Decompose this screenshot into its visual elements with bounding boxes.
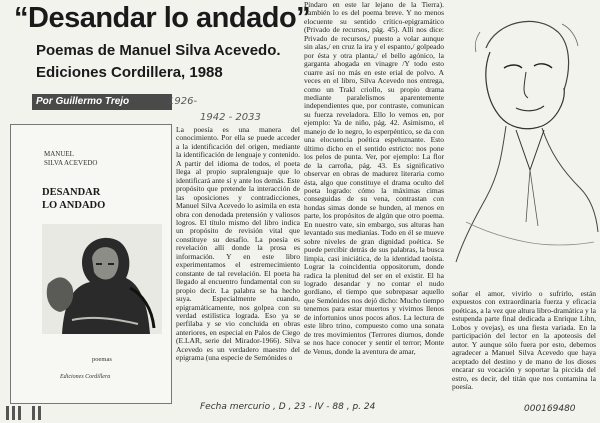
book-cover-title <box>42 186 162 212</box>
book-cover-publisher: Ediciones Cordillera <box>60 374 111 380</box>
handwritten-year-note: 1926- <box>168 96 198 107</box>
subtitle-line-1: Poemas de Manuel Silva Acevedo. <box>36 42 281 59</box>
handwritten-years-note: 1942 - 2033 <box>200 112 261 123</box>
article-column-3: soñar el amor, vivirlo o sufrirlo, están expuestos con extraordinaria fuerza y eficacia poéticas, a la vez que altura libro-dramática y la estupenda parte final dedicada a Enrique Lihn, Lobos y ovejas), es una fiesta variada. En la participación del lector en la apoteosis del autor. Y aunque sólo fuera por esto, debemos agradecer a Manuel Silva Acevedo que haya aceptado del destino y de mano de los dioses encarar su vocación y soportar la piccida del estro, es decir, del titán que nos contamina la poesía. <box>452 289 596 391</box>
clipping-edge-marks <box>6 406 46 420</box>
book-cover-genre: poemas <box>92 356 112 363</box>
book-author-line-2: SILVA ACEVEDO <box>44 159 98 167</box>
article-column-1: La poesía es una manera del conocimiento. Por ella se puede acceder a la identificación del origen, mediante la identificación de lenguaje y contenido. A partir del idioma de todos, el poeta llega al propio supralenguaje que lo identificará ante sí y ante los demás. Este propósito que pretende la interacción de las oposiciones y contradicciones, Manuel Silva Acevedo lo asimila en esta obra con denodada pretensión y valiosos logros. El título mismo del libro indica un propósito de revisión vital que constituye su desafío. La poesía es revelación allí donde la prosa es información. Y en este libro experimentamos el estremecimiento constante de tal revelación. El poeta ha llegado al encuentro fundamental con su propio decir. La palabra se ha hecho suya. Especialmente cuando, epigramáticamente, nos golpea con su verdad estilística lograda. Eso ya se perfilaba y se vio concluida en obras anteriores, en especial en Palos de Ciego (E.LAR, serie del Mirador-1966). Silva Acevedo es un verdadero maestro del epigrama (una especie de Semónides o <box>176 125 300 363</box>
book-cover-author <box>44 150 154 168</box>
article-column-2: Píndaro en este lar lejano de la Tierra). También lo es del poema breve. Y no menos elocuente su sentido crítico-epigramático (Privado de recursos, pág. 45). Allí nos dice: Privado de recursos,/ puesto a volar aunque sin alas,/ en cruz la ira y el espanto,/ golpeado por ésta y otra planta,/ el bello agónico, la garganta ahogada en vinagre /Y todo esto cuarre así no más en este erial de polvo. A veces en el libro, Silva Acevedo nos entrega, como un Trakl criollo, su propio drama mediante paralelismos aparentemente independientes que, por contraste, comunican su fuerza reveladora. Ello lo vemos en, por ejemplo: Ya de niño, pág. 42. Asimismo, el manejo de lo negro, lo esperpéntico, se da con una elocuencia poética espeluznante. Esto último dicho en el sentido estricto: nos pone los pelos de punta. Ver, por ejemplo: La flor de la carroña, pág. 43. Es significativo observar en obras de madurez literaria como ésta, algo que constituye el drama oculto del poeta logrado: cómo la máximas cimas conseguidas de su vena, contrastan con hondas simas donde se hunden, al menos en parte, los propósitos de algún que otro poema. En nuestro vate, sin embargo, sus alturas han levantado sus medianías. Todo en él se mueve sobre niveles de gran dignidad poética. Se puede percibir detrás de sus palabras, la busca limpia, casi iniciática, de la identidad taoísta. Lograr la coincidentia oppositorum, donde radica la plenitud del ser en el existir. El ha logrado desandar y no contar el nudo gordiano, el tiempo que sobrepasar aquello que Semónides nos dejó dicho: Mucho tiempo tenemos para estar muertos y vivimos llenos de infortunios unos pocos años. La lectura de este libro trino, compuesto como una sonata de tres movimientos (Terrores diurnos, donde se nos hace conocer y sentir el terror; Monte de Venus, donde la aventura de amar, <box>304 0 444 356</box>
book-title-line-1: DESANDAR <box>42 187 101 198</box>
subtitle-line-2: Ediciones Cordillera, 1988 <box>36 64 223 81</box>
handwritten-source-note: Fecha mercurio , D , 23 - IV - 88 , p. 24 <box>200 402 376 412</box>
author-portrait-image <box>42 224 162 334</box>
byline: Por Guillermo Trejo <box>32 94 172 110</box>
article-subtitle <box>36 40 296 84</box>
poet-sketch-illustration <box>446 2 600 288</box>
archive-stamp-number: 000169480 <box>524 404 576 414</box>
book-author-line-1: MANUEL <box>44 150 74 158</box>
book-title-line-2: LO ANDADO <box>42 200 106 211</box>
article-headline: “Desandar lo andado” <box>14 2 311 34</box>
